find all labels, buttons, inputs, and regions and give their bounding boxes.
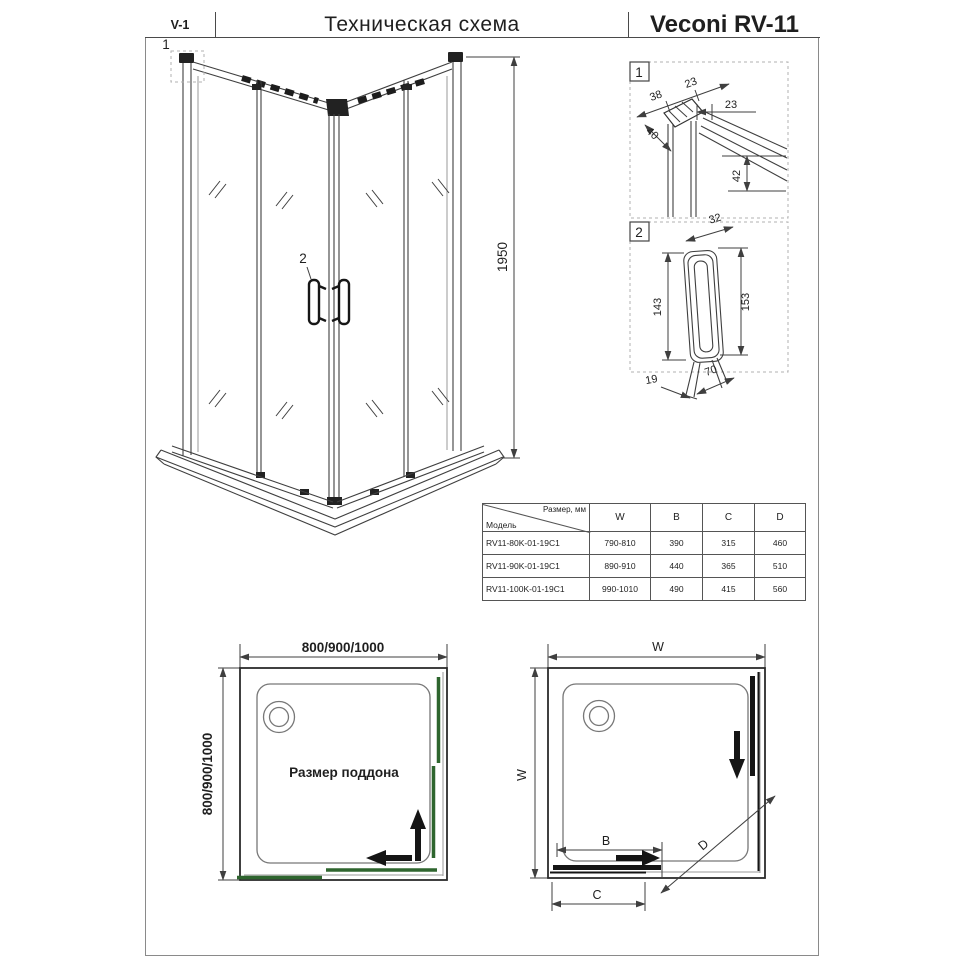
main-enclosure-view xyxy=(156,37,520,535)
cell-d: 560 xyxy=(755,578,806,601)
detail-2-label: 2 xyxy=(635,225,643,240)
sheet-title: Техническая схема xyxy=(324,12,520,36)
sliding-doors-black xyxy=(550,672,759,873)
cell-c: 365 xyxy=(703,555,755,578)
cell-model: RV11-100K-01-19C1 xyxy=(483,578,590,601)
col-header-c: C xyxy=(703,504,755,532)
d2-dim-70: 70 xyxy=(703,363,719,379)
cell-c: 415 xyxy=(703,578,755,601)
cell-d: 510 xyxy=(755,555,806,578)
plan-view-right xyxy=(515,640,775,911)
d1-dim-23-side: 23 xyxy=(724,99,738,111)
detail-2 xyxy=(630,212,788,399)
cell-model: RV11-90K-01-19C1 xyxy=(483,555,590,578)
d2-dim-143: 143 xyxy=(652,297,664,317)
door-direction-arrows xyxy=(366,809,426,866)
d1-dim-23-top: 23 xyxy=(683,75,699,91)
d1-dim-40: 40 xyxy=(643,125,661,143)
callout-1-label: 1 xyxy=(162,37,170,52)
col-header-d: D xyxy=(755,504,806,532)
table-row xyxy=(483,555,806,578)
plan-right-side-dim: W xyxy=(515,769,529,781)
plan-right-dim-b: B xyxy=(601,834,611,848)
detail-1-label: 1 xyxy=(635,65,643,80)
cell-w: 990-1010 xyxy=(590,578,651,601)
d2-dim-32: 32 xyxy=(707,211,723,227)
height-dimension xyxy=(466,57,520,458)
plan-right-dim-c: C xyxy=(592,888,602,902)
table-row xyxy=(483,532,806,555)
plan-left-caption: Размер поддона xyxy=(289,765,399,780)
d2-dim-153: 153 xyxy=(740,292,752,312)
plan-left-top-dim: 800/900/1000 xyxy=(301,640,385,655)
cell-b: 390 xyxy=(651,532,703,555)
d2-dim-19: 19 xyxy=(644,373,659,388)
cell-b: 440 xyxy=(651,555,703,578)
cell-model: RV11-80K-01-19C1 xyxy=(483,532,590,555)
height-dim-value: 1950 xyxy=(495,241,510,273)
table-row xyxy=(483,578,806,601)
plan-right-dim-d: D xyxy=(695,836,712,854)
cell-c: 315 xyxy=(703,532,755,555)
table-corner-cell xyxy=(483,504,590,532)
size-table xyxy=(482,503,806,601)
plan-view-left xyxy=(200,640,447,880)
brand-model: Veconi RV-11 xyxy=(628,12,820,37)
doc-code: V-1 xyxy=(145,12,216,37)
plan-left-side-dim: 800/900/1000 xyxy=(200,732,215,816)
cell-w: 790-810 xyxy=(590,532,651,555)
d1-dim-42: 42 xyxy=(731,169,743,183)
corner-size-label: Размер, мм xyxy=(543,505,586,514)
callout-2-label: 2 xyxy=(299,251,307,266)
cell-w: 890-910 xyxy=(590,555,651,578)
cell-b: 490 xyxy=(651,578,703,601)
d1-dim-38: 38 xyxy=(648,88,664,104)
door-direction-arrows-right xyxy=(616,731,745,866)
corner-model-label: Модель xyxy=(486,520,517,530)
cell-d: 460 xyxy=(755,532,806,555)
col-header-b: B xyxy=(651,504,703,532)
col-header-w: W xyxy=(590,504,651,532)
plan-right-top-dim: W xyxy=(652,640,664,654)
detail-1 xyxy=(630,62,788,218)
